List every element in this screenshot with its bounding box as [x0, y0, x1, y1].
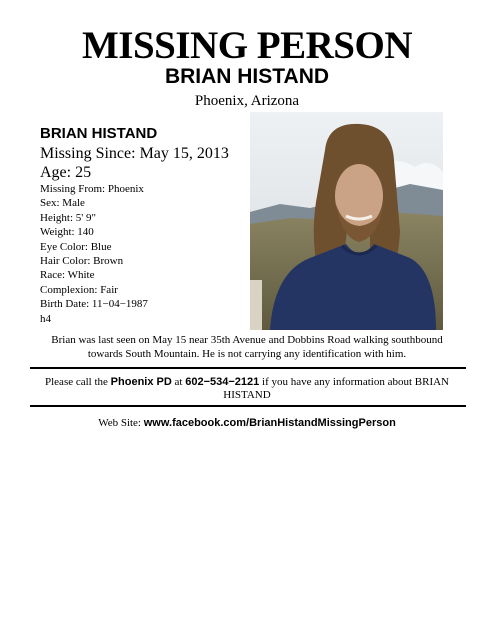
eye-color: Eye Color: Blue	[40, 240, 112, 253]
contact-notice	[40, 376, 454, 402]
missing-since: Missing Since: May 15, 2013	[40, 145, 229, 162]
location-subtitle: Phoenix, Arizona	[194, 93, 300, 109]
contact-phone: 602−534−2121	[185, 376, 260, 388]
divider-bottom	[30, 405, 466, 407]
poster-title: MISSING PERSON	[82, 24, 412, 67]
hair-color: Hair Color: Brown	[40, 255, 124, 268]
contact-agency: Phoenix PD	[110, 376, 172, 388]
weight: Weight: 140	[40, 226, 94, 239]
age: Age: 25	[40, 164, 92, 181]
contact-prefix: Please call the	[45, 376, 111, 388]
missing-from: Missing From: Phoenix	[40, 183, 144, 195]
person-photo	[250, 112, 443, 330]
details-extra: h4	[40, 312, 51, 325]
last-seen-description: Brian was last seen on May 15 near 35th Avenue and Dobbins Road walking southbound towards South Mountain. He is not carrying any identification with him.	[51, 334, 443, 360]
race: Race: White	[40, 269, 95, 282]
website-line	[0, 416, 494, 430]
complexion: Complexion: Fair	[40, 283, 118, 296]
sex: Sex: Male	[40, 197, 85, 210]
contact-at: at	[171, 376, 186, 388]
contact-suffix: if you have any information about BRIAN HISTAND	[223, 376, 449, 401]
person-photo-illustration	[250, 112, 443, 330]
height: Height: 5' 9"	[40, 211, 96, 224]
birth-date: Birth Date: 11−04−1987	[40, 298, 148, 311]
website-link[interactable]: www.facebook.com/BrianHistandMissingPerson	[143, 417, 396, 429]
divider-top	[30, 367, 466, 369]
person-name-heading: BRIAN HISTAND	[164, 65, 330, 88]
person-details	[40, 124, 250, 326]
website-label: Web Site:	[98, 417, 144, 429]
details-name: BRIAN HISTAND	[40, 125, 158, 142]
